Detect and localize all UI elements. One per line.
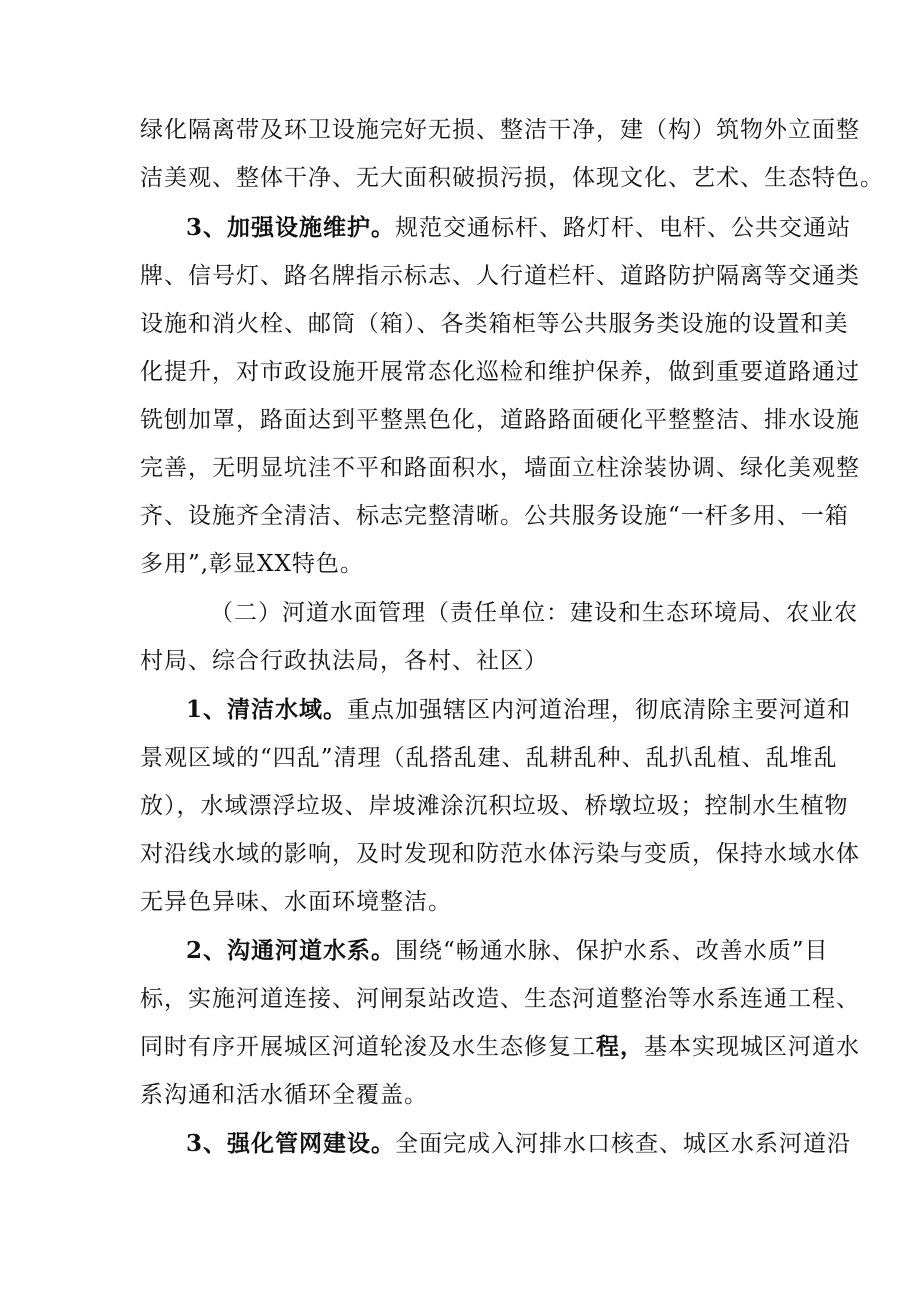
paragraph-text: 重点加强辖区内河道治理，彻底清除主要河道和 <box>347 697 852 723</box>
paragraph-line: 标，实施河道连接、河闸泵站改造、生态河道整治等水系连通工程、 <box>140 986 860 1012</box>
paragraph-text: 围绕“畅通水脉、保护水系、改善水质”目 <box>395 938 829 964</box>
subsection-title-cont: 村局、综合行政执法局，各村、社区） <box>140 648 548 674</box>
paragraph-line: 牌、信号灯、路名牌指示标志、人行道栏杆、道路防护隔离等交通类 <box>140 263 860 289</box>
paragraph-text: 基本实现城区河道水 <box>644 1034 860 1060</box>
paragraph-line: 景观区域的“四乱”清理（乱搭乱建、乱耕乱种、乱扒乱植、乱堆乱 <box>140 745 838 771</box>
paragraph-line: 放），水域漂浮垃圾、岸坡滩涂沉积垃圾、桥墩垃圾；控制水生植物 <box>140 793 849 819</box>
paragraph-line: 绿化隔离带及环卫设施完好无损、整洁干净，建（构）筑物外立面整 <box>140 117 860 143</box>
paragraph-line: 化提升，对市政设施开展常态化巡检和维护保养，做到重要道路通过 <box>140 359 860 385</box>
section-heading: 1、清洁水域。 <box>186 696 348 723</box>
paragraph-line: 齐、设施齐全清洁、标志完整清晰。公共服务设施“一杆多用、一箱 <box>140 503 849 529</box>
paragraph-line: 洁美观、整体干净、无大面积破损污损，体现文化、艺术、生态特色。 <box>140 165 884 191</box>
paragraph-text: 规范交通标杆、路灯杆、电杆、公共交通站 <box>395 215 852 241</box>
paragraph-text: 同时有序开展城区河道轮浚及水生态修复工 <box>140 1034 596 1060</box>
paragraph-text: 全面完成入河排水口核查、城区水系河道沿 <box>395 1131 852 1157</box>
bold-text: 程， <box>596 1033 644 1060</box>
paragraph-line: 铣刨加罩，路面达到平整黑色化，道路路面硬化平整整洁、排水设施 <box>140 407 860 433</box>
paragraph-line <box>186 208 852 248</box>
paragraph-line: 无异色异味、水面环境整洁。 <box>140 889 452 915</box>
paragraph-line: 对沿线水域的影响，及时发现和防范水体污染与变质，保持水域水体 <box>140 841 860 867</box>
paragraph-line <box>140 1027 860 1067</box>
paragraph-line <box>186 1124 852 1164</box>
paragraph-line <box>186 690 852 730</box>
paragraph-line: 系沟通和活水循环全覆盖。 <box>140 1082 428 1108</box>
section-heading: 2、沟通河道水系。 <box>186 937 396 964</box>
paragraph-line: 设施和消火栓、邮筒（箱）、各类箱柜等公共服务类设施的设置和美 <box>140 311 849 337</box>
section-heading: 3、强化管网建设。 <box>186 1130 396 1157</box>
section-heading: 3、加强设施维护。 <box>186 214 396 241</box>
paragraph-line: 完善，无明显坑洼不平和路面积水，墙面立柱涂装协调、绿化美观整 <box>140 455 860 481</box>
paragraph-line: 多用”,彰显XX特色。 <box>140 551 364 577</box>
subsection-title: （二）河道水面管理（责任单位：建设和生态环境局、农业农 <box>210 600 858 626</box>
paragraph-line <box>186 931 829 971</box>
